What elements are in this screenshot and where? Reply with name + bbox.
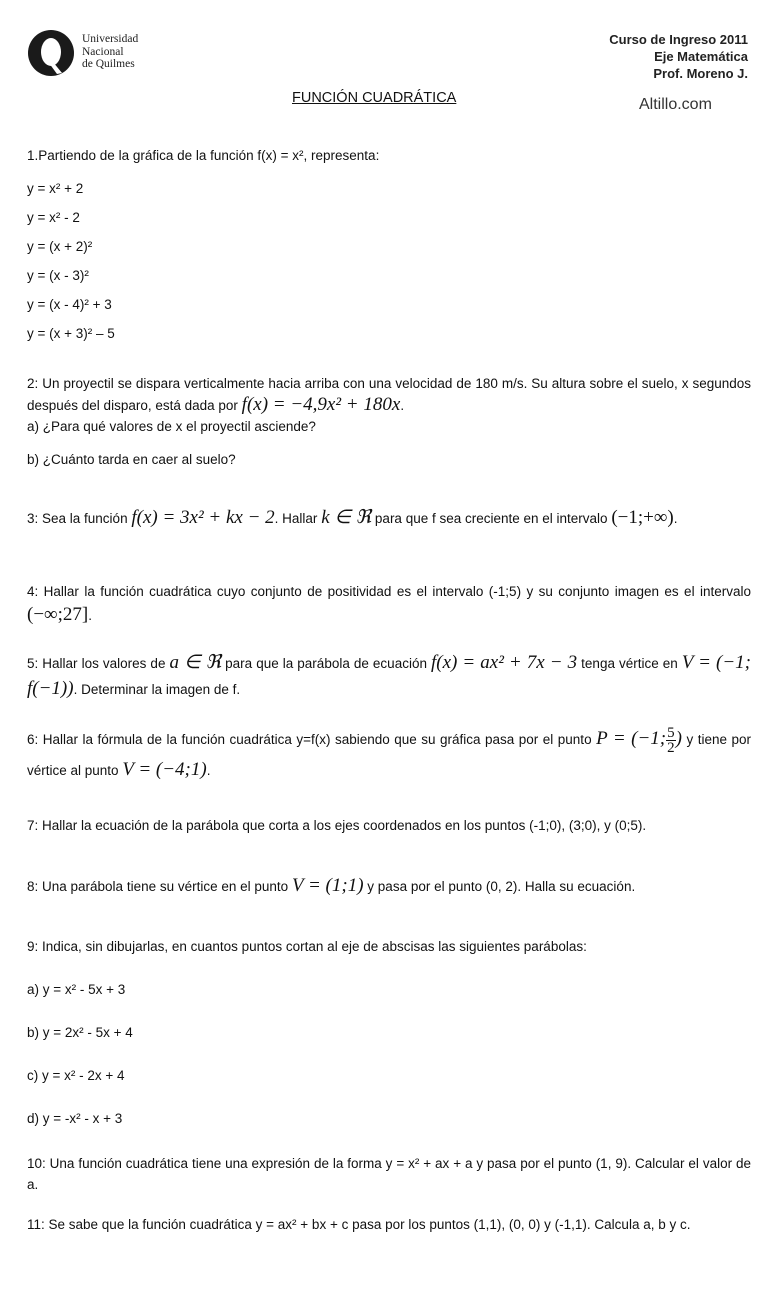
exercise-9-item: d) y = -x² - x + 3 [27,1111,123,1126]
exercise-1-item: y = (x + 3)² – 5 [27,326,115,341]
course-info [609,31,748,82]
exercise-4-end: . [88,608,92,623]
exercise-3-text: . Hallar [274,511,318,526]
exercise-2-formula: f(x) = −4,9x² + 180x [241,394,401,415]
document-title: FUNCIÓN CUADRÁTICA [292,90,457,106]
exercise-3-formula: f(x) = 3x² + kx − 2 [131,507,275,528]
exercise-2 [27,373,751,416]
exercise-5-text: 5: Hallar los valores de [27,656,166,671]
exercise-8-vertex: V = (1;1) [291,875,364,896]
exercise-10: 10: Una función cuadrática tiene una expresión de la forma y = x² + ax + a y pasa por el punto (1, 9). Calcular el valor de a. [27,1156,751,1192]
watermark: Altillo.com [639,96,712,113]
exercise-4-interval: (−∞;27] [27,604,89,625]
fraction-numerator: 5 [667,724,675,741]
exercise-5-text: tenga vértice en [581,656,678,671]
exercise-5-text: para que la parábola de ecuación [225,656,427,671]
exercise-1-item: y = (x - 4)² + 3 [27,297,112,312]
exercise-8-text: y pasa por el punto (0, 2). Halla su ecuación. [367,879,636,894]
exercise-9-item: b) y = 2x² - 5x + 4 [27,1025,133,1040]
exercise-6-fraction [666,726,676,755]
exercise-9-item: c) y = x² - 2x + 4 [27,1068,125,1083]
exercise-6 [27,724,751,786]
exercise-2-part-a: a) ¿Para qué valores de x el proyectil asciende? [27,419,316,434]
exercise-2-end: . [400,398,405,413]
exercise-5 [27,650,751,702]
exercise-6-point-end: ) [675,728,682,749]
exercise-8 [27,874,751,899]
university-name-line: Nacional [82,45,124,58]
exercise-3-text: para que f sea creciente en el intervalo [374,511,608,526]
exercise-4-text: 4: Hallar la función cuadrática cuyo conjunto de positividad es el intervalo (-1;5) y su conjunto imagen es el intervalo [27,584,751,599]
exercise-1-item: y = x² - 2 [27,210,80,225]
exercise-1-item: y = (x + 2)² [27,239,93,254]
exercise-3-end: . [673,511,678,526]
exercise-6-end: . [206,763,211,778]
exercise-9-item: a) y = x² - 5x + 3 [27,982,126,997]
exercise-5-condition: a ∈ ℜ [169,652,222,673]
exercise-11: 11: Se sabe que la función cuadrática y = ax² + bx + c pasa por los puntos (1,1), (0, 0) y (-1,1). Calcula a, b y c. [27,1217,691,1232]
exercise-5-text: . Determinar la imagen de f. [73,682,241,697]
course-name: Curso de Ingreso 2011 [609,32,748,47]
exercise-4 [27,580,751,627]
exercise-9-intro: 9: Indica, sin dibujarlas, en cuantos puntos cortan al eje de abscisas las siguientes parábolas: [27,939,587,954]
exercise-6-point: P = (−1; [596,728,667,749]
university-name-line: Universidad [82,33,139,45]
university-name-line: de Quilmes [82,58,135,70]
exercise-8-text: 8: Una parábola tiene su vértice en el punto [27,879,289,894]
exercise-6-text: 6: Hallar la fórmula de la función cuadrática y=f(x) sabiendo que su gráfica pasa por el punto [27,732,592,747]
exercise-5-formula: f(x) = ax² + 7x − 3 [431,652,578,673]
exercise-1-item: y = (x - 3)² [27,268,89,283]
exercise-6-text: y tiene por vértice al punto [27,732,751,778]
exercise-3-text: 3: Sea la función [27,511,128,526]
exercise-3-interval: (−1;+∞) [611,507,674,528]
exercise-1-item: y = x² + 2 [27,181,84,196]
exercise-3-condition: k ∈ ℜ [321,507,372,528]
fraction-denominator: 2 [667,739,675,756]
exercise-6-vertex: V = (−4;1) [122,759,207,780]
exercise-1-intro: 1.Partiendo de la gráfica de la función f(x) = x², representa: [27,148,380,163]
exercise-2-text: 2: Un proyectil se dispara verticalmente hacia arriba con una velocidad de 180 m/s. Su altura sobre el suelo, x segundos después del disparo, está dada por [27,376,751,413]
course-axis: Eje Matemática [654,49,748,64]
university-logo-icon [26,28,76,78]
exercise-5-vertex: V = (−1; f(−1)) [27,652,751,699]
exercise-7: 7: Hallar la ecuación de la parábola que corta a los ejes coordenados en los puntos (-1;0), (3;0), y (0;5). [27,818,647,833]
exercise-3 [27,505,751,532]
university-name [82,33,138,71]
professor-name: Prof. Moreno J. [653,66,748,81]
exercise-2-part-b: b) ¿Cuánto tarda en caer al suelo? [27,452,236,467]
